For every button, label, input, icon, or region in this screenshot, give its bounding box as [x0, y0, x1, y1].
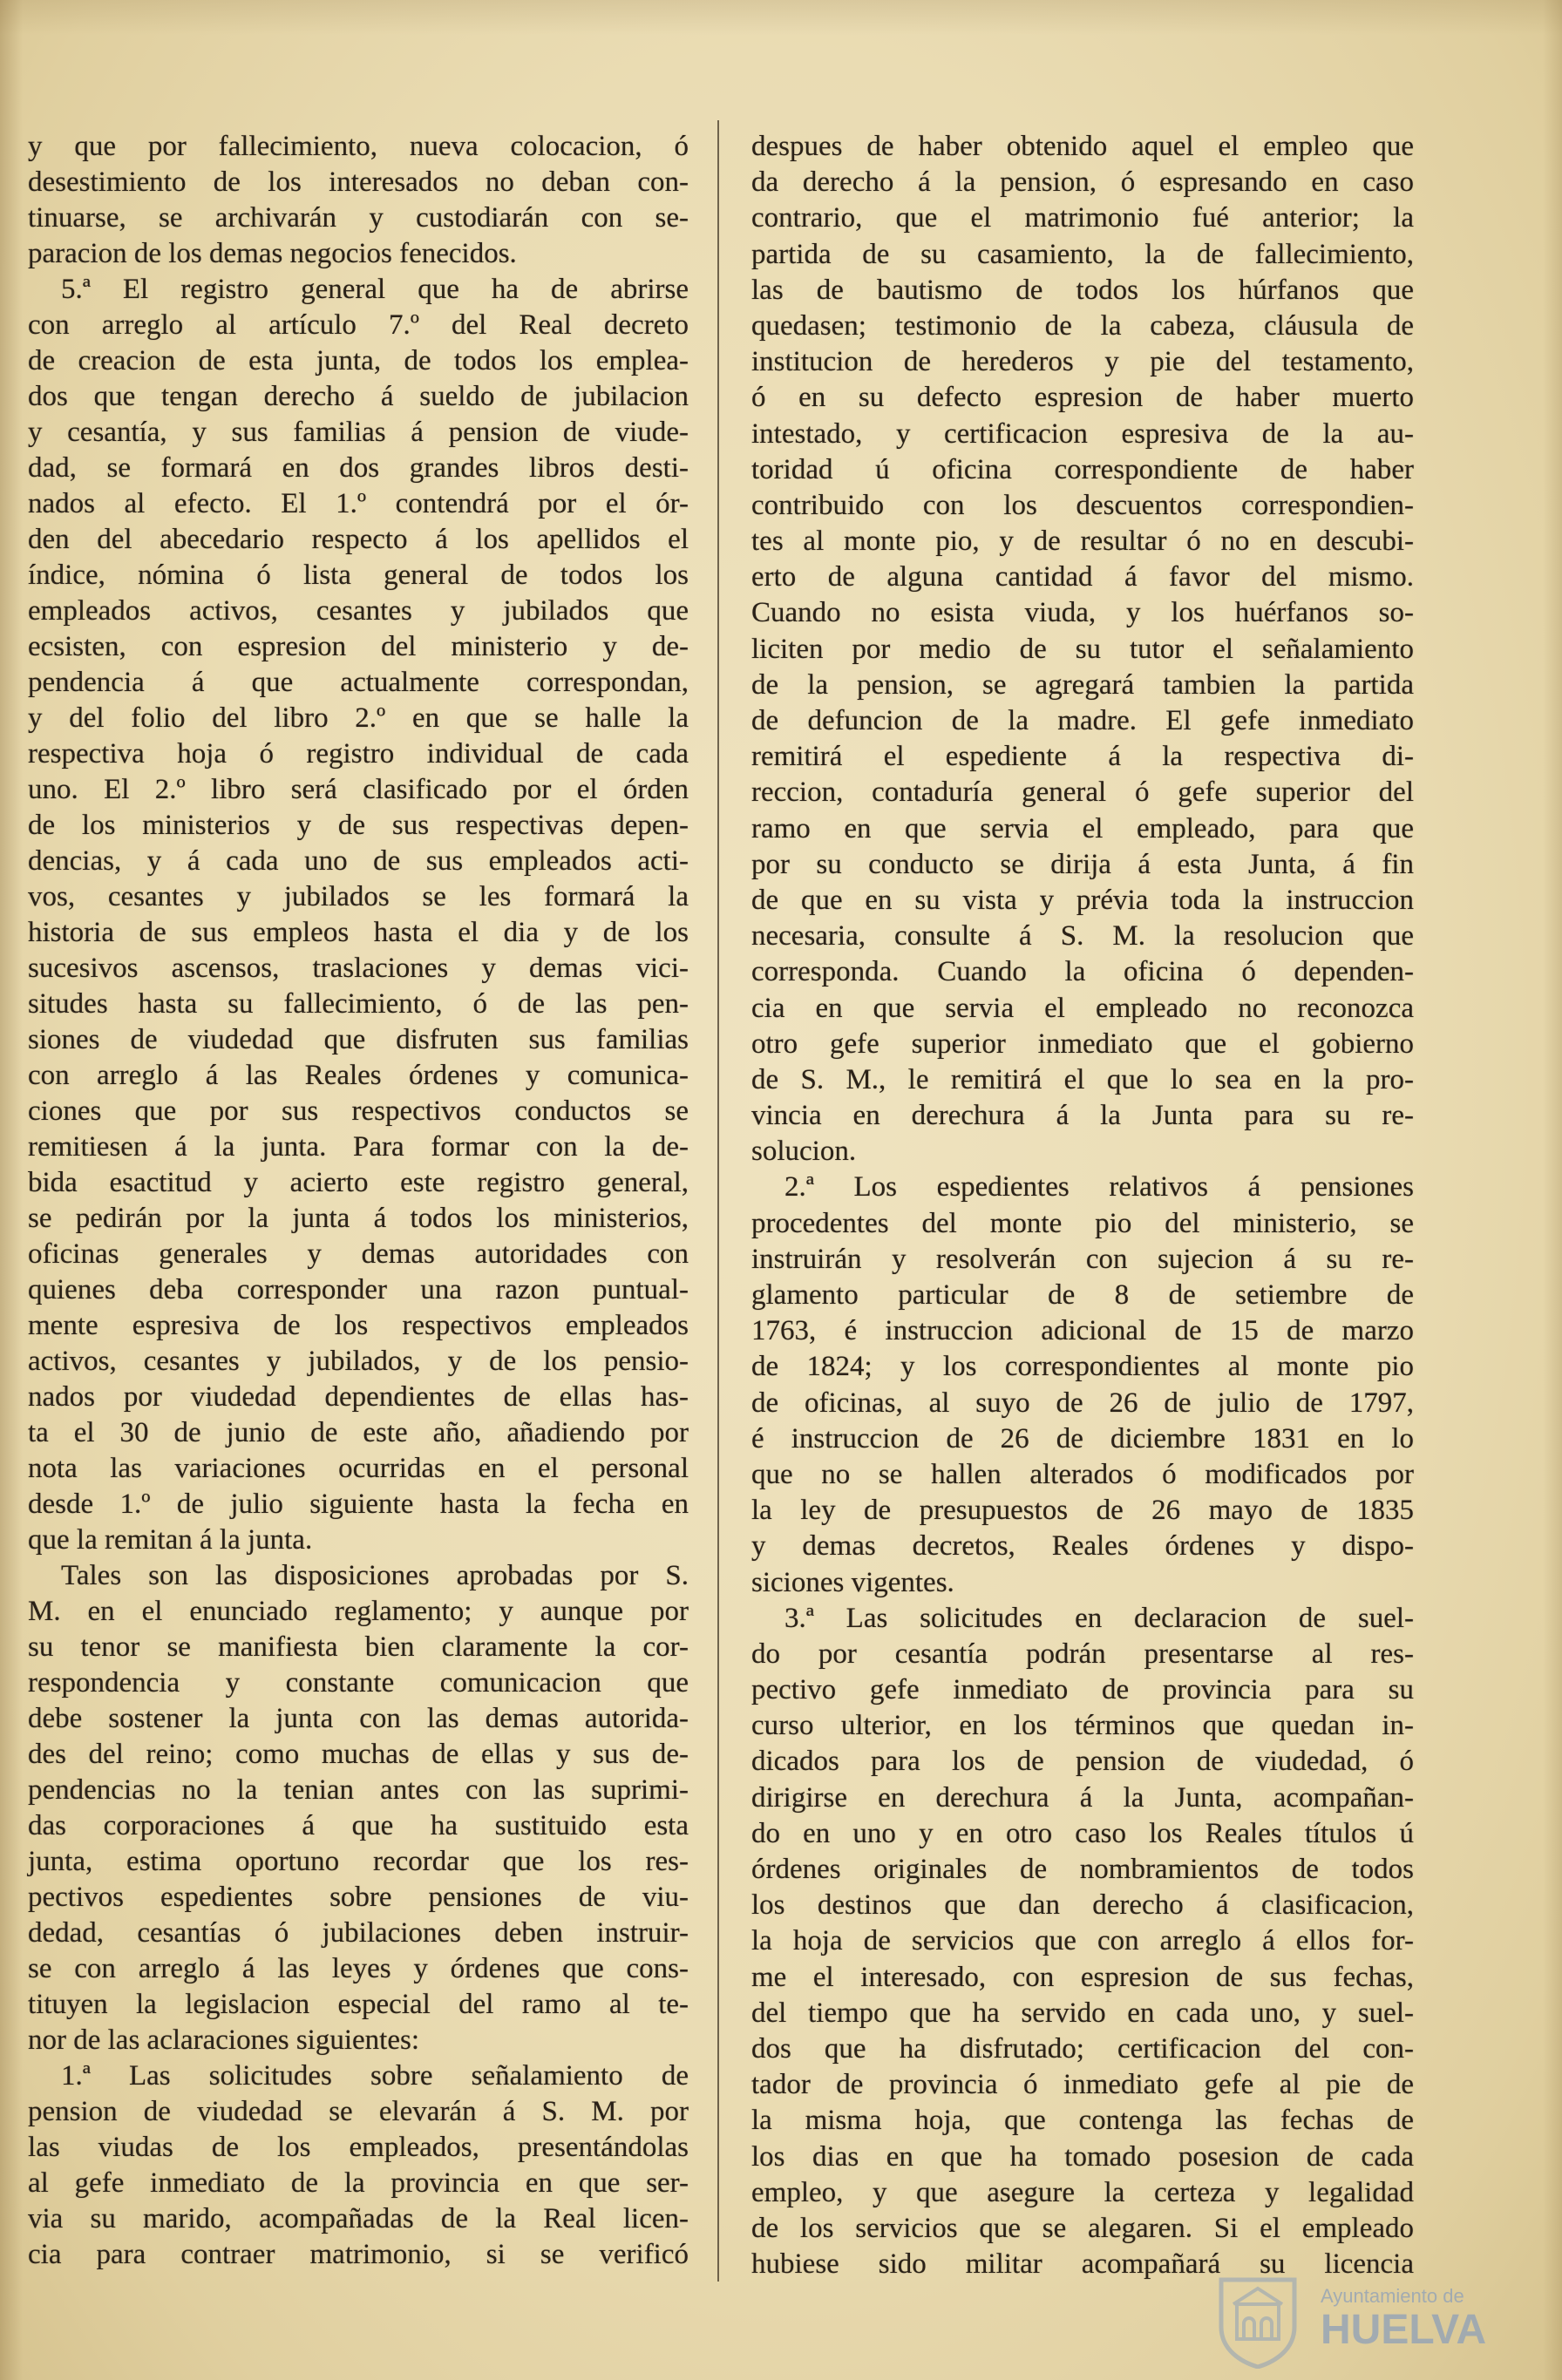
text-line: tador de provincia ó inmediato gefe al pie de — [751, 2069, 1414, 2101]
text-line: órdenes originales de nombramientos de todos — [751, 1854, 1414, 1885]
text-line: de oficinas, al suyo de 26 de julio de 1797, — [751, 1387, 1414, 1419]
city-coat-of-arms-icon — [1214, 2275, 1301, 2369]
text-line: pectivos espedientes sobre pensiones de viu- — [28, 1882, 689, 1913]
text-line: ta el 30 de junio de este año, añadiendo por — [28, 1417, 689, 1448]
text-line: partida de su casamiento, la de fallecimiento, — [751, 238, 1414, 270]
text-line: y que por fallecimiento, nueva colocacion, ó — [28, 131, 689, 162]
text-line: las viudas de los empleados, presentándolas — [28, 2132, 689, 2163]
text-line: M. en el enunciado reglamento; y aunque por — [28, 1596, 689, 1627]
text-line: dedad, cesantías ó jubilaciones deben instruir- — [28, 1917, 689, 1949]
text-line: desestimiento de los interesados no deban con- — [28, 166, 689, 198]
text-line: vos, cesantes y jubilados se les formará la — [28, 881, 689, 912]
text-line: da derecho á la pension, ó espresando en caso — [751, 166, 1414, 199]
text-line: ciones que por sus respectivos conductos se — [28, 1095, 689, 1127]
text-line: contribuido con los descuentos correspondien- — [751, 489, 1414, 521]
text-line: corresponda. Cuando la oficina ó dependen- — [751, 956, 1414, 988]
text-line: la hoja de servicios que con arreglo á ellos for- — [751, 1925, 1414, 1957]
watermark-city: HUELVA — [1321, 2307, 1487, 2353]
text-line: pension de viudedad se elevarán á S. M. por — [28, 2096, 689, 2127]
text-line: dos que ha disfrutado; certificacion del con- — [751, 2032, 1414, 2065]
watermark-institution: Ayuntamiento de — [1321, 2285, 1464, 2307]
text-line: los dias en que ha tomado posesion de cada — [751, 2140, 1414, 2173]
text-line: curso ulterior, en los términos que quedan in- — [751, 1710, 1414, 1742]
text-line: al gefe inmediato de la provincia en que ser- — [28, 2167, 689, 2199]
text-line: desde 1.º de julio siguiente hasta la fecha en — [28, 1488, 689, 1520]
text-line: via su marido, acompañadas de la Real licen- — [28, 2203, 689, 2234]
text-line: de creacion de esta junta, de todos los emplea- — [28, 345, 689, 376]
text-line: otro gefe superior inmediato que el gobierno — [751, 1027, 1414, 1060]
column-divider — [717, 120, 719, 2282]
text-line: siciones vigentes. — [751, 1566, 954, 1598]
text-line: de los servicios que se alegaren. Si el empleado — [751, 2212, 1414, 2244]
left-column — [28, 129, 689, 2273]
text-line: despues de haber obtenido aquel el empleo que — [751, 131, 1414, 162]
text-line: empleados activos, cesantes y jubilados que — [28, 595, 689, 627]
text-line: quedasen; testimonio de la cabeza, cláusula de — [751, 309, 1414, 342]
text-line: de 1824; y los correspondientes al monte pio — [751, 1351, 1414, 1383]
text-line: se con arreglo á las leyes y órdenes que cons- — [28, 1953, 689, 1984]
text-line: respondencia y constante comunicacion que — [28, 1667, 689, 1699]
text-line: sucesivos ascensos, traslaciones y demas vici- — [28, 953, 689, 984]
paragraph-start-line: Tales son las disposiciones aprobadas por S. — [61, 1560, 689, 1591]
text-line: ecsisten, con espresion del ministerio y de- — [28, 631, 689, 662]
text-line: solucion. — [751, 1136, 857, 1168]
text-line: dad, se formará en dos grandes libros desti- — [28, 452, 689, 484]
text-line: tes al monte pio, y de resultar ó no en descubi- — [751, 525, 1414, 558]
text-line: respectiva hoja ó registro individual de cada — [28, 738, 689, 770]
text-line: ó en su defecto espresion de haber muerto — [751, 382, 1414, 414]
text-line: de que en su vista y prévia toda la instruccion — [751, 884, 1414, 916]
text-line: siones de viudedad que disfruten sus familias — [28, 1024, 689, 1055]
text-line: tinuarse, se archivarán y custodiarán con se- — [28, 202, 689, 234]
text-line: erto de alguna cantidad á favor del mismo. — [751, 561, 1414, 593]
text-line: la ley de presupuestos de 26 mayo de 1835 — [751, 1495, 1414, 1527]
text-line: pendencias no la tenian antes con las suprimi- — [28, 1774, 689, 1806]
text-line: dos que tengan derecho á sueldo de jubilacion — [28, 381, 689, 412]
paragraph-start-line: 5.ª El registro general que ha de abrirse — [61, 274, 689, 305]
text-line: ramo en que servia el empleado, para que — [751, 812, 1414, 844]
text-line: remitiesen á la junta. Para formar con la de- — [28, 1131, 689, 1163]
watermark — [1321, 2285, 1486, 2353]
text-line: mente espresiva de los respectivos empleados — [28, 1310, 689, 1341]
text-line: cia para contraer matrimonio, si se verificó — [28, 2239, 689, 2270]
text-line: de defuncion de la madre. El gefe inmediato — [751, 705, 1414, 736]
text-line: del tiempo que ha servido en cada uno, y suel- — [751, 1997, 1414, 2029]
text-line: quienes deba corresponder una razon puntual- — [28, 1274, 689, 1305]
text-line: de los ministerios y de sus respectivas depen- — [28, 810, 689, 841]
text-line: que no se hallen alterados ó modificados por — [751, 1458, 1414, 1490]
text-line: historia de sus empleos hasta el dia y de los — [28, 917, 689, 948]
text-line: activos, cesantes y jubilados, y de los pensio- — [28, 1346, 689, 1377]
text-line: pectivo gefe inmediato de provincia para su — [751, 1674, 1414, 1706]
text-line: remitirá el espediente á la respectiva di- — [751, 741, 1414, 773]
text-line: índice, nómina ó lista general de todos los — [28, 559, 689, 591]
text-line: con arreglo á las Reales órdenes y comunica- — [28, 1060, 689, 1091]
text-line: las de bautismo de todos los húrfanos que — [751, 274, 1414, 306]
text-line: nados por viudedad dependientes de ellas has- — [28, 1381, 689, 1413]
text-line: das corporaciones á que ha sustituido esta — [28, 1810, 689, 1841]
text-line: dicados para los de pension de viudedad, ó — [751, 1746, 1414, 1778]
paragraph-start-line: 3.ª Las solicitudes en declaracion de suel- — [784, 1602, 1414, 1634]
text-line: y demas decretos, Reales órdenes y dispo- — [751, 1530, 1414, 1563]
text-line: é instruccion de 26 de diciembre 1831 en lo — [751, 1422, 1414, 1454]
text-line: con arreglo al artículo 7.º del Real decreto — [28, 309, 689, 341]
text-line: intestado, y certificacion espresiva de la au- — [751, 417, 1414, 450]
text-line: do por cesantía podrán presentarse al res- — [751, 1638, 1414, 1670]
text-line: Cuando no esista viuda, y los huérfanos so- — [751, 597, 1414, 629]
text-line: situdes hasta su fallecimiento, ó de las pen- — [28, 988, 689, 1020]
text-line: toridad ú oficina correspondiente de haber — [751, 453, 1414, 485]
text-line: institucion de herederos y pie del testamento, — [751, 346, 1414, 378]
text-line: do en uno y en otro caso los Reales títulos ú — [751, 1817, 1414, 1849]
right-column — [751, 129, 1414, 2282]
text-line: debe sostener la junta con las demas autorida- — [28, 1703, 689, 1734]
text-line: y cesantía, y sus familias á pension de viude- — [28, 417, 689, 448]
paragraph-start-line: 1.ª Las solicitudes sobre señalamiento de — [61, 2060, 689, 2092]
text-line: instruirán y resolverán con sujecion á su re- — [751, 1243, 1414, 1275]
text-line: tituyen la legislacion especial del ramo al te- — [28, 1989, 689, 2020]
text-line: nor de las aclaraciones siguientes: — [28, 2024, 419, 2056]
text-line: des del reino; como muchas de ellas y sus de- — [28, 1739, 689, 1770]
text-line: se pedirán por la junta á todos los ministerios, — [28, 1203, 689, 1234]
text-line: den del abecedario respecto á los apellidos el — [28, 524, 689, 555]
text-line: de la pension, se agregará tambien la partida — [751, 668, 1414, 701]
text-line: por su conducto se dirija á esta Junta, á fin — [751, 848, 1414, 880]
text-line: procedentes del monte pio del ministerio, se — [751, 1207, 1414, 1239]
text-line: empleo, y que asegure la certeza y legalidad — [751, 2176, 1414, 2208]
text-line: contrario, que el matrimonio fué anterior; la — [751, 202, 1414, 234]
text-line: vincia en derechura á la Junta para su re- — [751, 1100, 1414, 1132]
text-line: necesaria, consulte á S. M. la resolucion que — [751, 920, 1414, 953]
text-line: nota las variaciones ocurridas en el personal — [28, 1453, 689, 1484]
text-line: los destinos que dan derecho á clasificacion, — [751, 1889, 1414, 1922]
text-line: junta, estima oportuno recordar que los res- — [28, 1846, 689, 1877]
text-line: dirigirse en derechura á la Junta, acompañan- — [751, 1781, 1414, 1814]
text-line: nados al efecto. El 1.º contendrá por el ór- — [28, 488, 689, 519]
text-line: su tenor se manifiesta bien claramente la cor- — [28, 1631, 689, 1663]
paragraph-start-line: 2.ª Los espedientes relativos á pensiones — [784, 1171, 1414, 1204]
text-line: uno. El 2.º libro será clasificado por el órden — [28, 774, 689, 805]
text-line: oficinas generales y demas autoridades con — [28, 1238, 689, 1270]
text-line: paracion de los demas negocios fenecidos. — [28, 238, 517, 269]
text-line: reccion, contaduría general ó gefe superior del — [751, 776, 1414, 809]
text-line: me el interesado, con espresion de sus fechas, — [751, 1961, 1414, 1993]
text-line: que la remitan á la junta. — [28, 1524, 313, 1556]
text-line: liciten por medio de su tutor el señalamiento — [751, 633, 1414, 665]
text-line: hubiese sido militar acompañará su licencia — [751, 2248, 1414, 2281]
text-line: la misma hoja, que contenga las fechas de — [751, 2105, 1414, 2137]
text-line: glamento particular de 8 de setiembre de — [751, 1279, 1414, 1311]
text-line: 1763, é instruccion adicional de 15 de marzo — [751, 1315, 1414, 1347]
text-line: bida esactitud y acierto este registro general, — [28, 1167, 689, 1198]
text-line: pendencia á que actualmente correspondan, — [28, 667, 689, 698]
text-line: cia en que servia el empleado no reconozca — [751, 992, 1414, 1024]
text-line: y del folio del libro 2.º en que se halle la — [28, 702, 689, 734]
text-line: dencias, y á cada uno de sus empleados acti- — [28, 845, 689, 877]
text-line: de S. M., le remitirá el que lo sea en la pro- — [751, 1063, 1414, 1095]
